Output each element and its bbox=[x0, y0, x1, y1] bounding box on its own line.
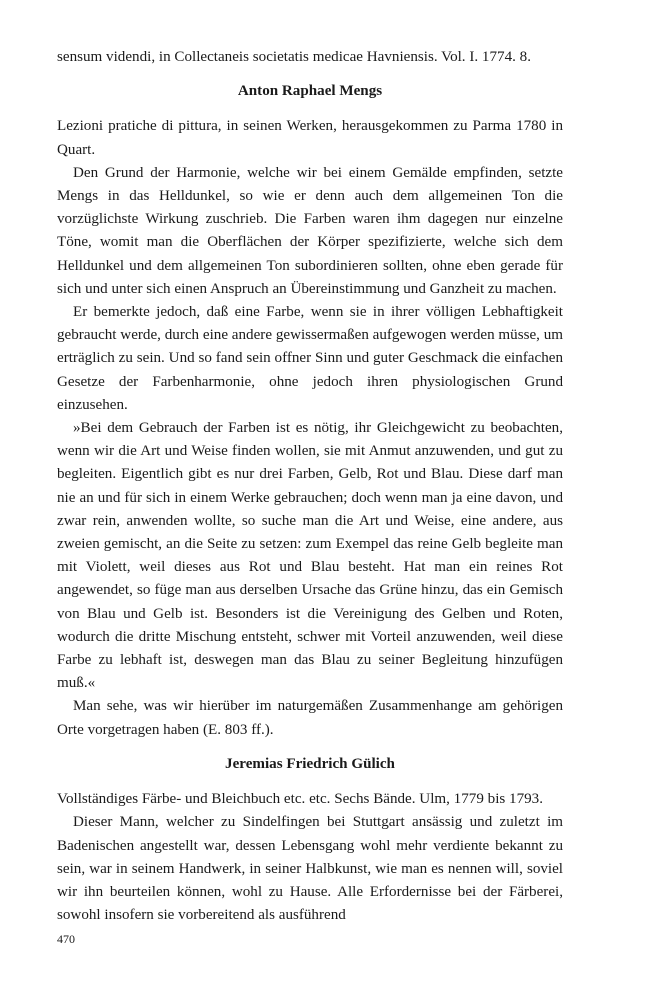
guelich-paragraph-1: Vollständiges Färbe- und Bleichbuch etc. etc. Sechs Bände. Ulm, 1779 bis 1793. bbox=[57, 791, 543, 808]
mengs-quote-paragraph: »Bei dem Gebrauch der Farben ist es nötig, ihr Gleichgewicht zu beobachten, wenn wir die Art und Weise finden wollen, sie mit Anmut anzuwenden, und gut zu begleiten. Eigentlich gibt es nur drei Farben, Gelb, Rot und Blau. Diese darf man nie an und für sich in einem Werke gebrauchen; doch wenn man ja eine davon, und zwar rein, anwenden wollte, so suche man die Art und Weise, eine andere, aus zweien gemischt, an die Seite zu setzen: zum Exempel das reine Gelb begleite man mit Violett, weil dieses aus Rot und Blau besteht. Hat man ein reines Rot angewendet, so füge man aus derselben Ursache das Grüne hinzu, das ein Gemisch von Blau und Gelb ist. Besonders ist die Vereinigung des Gelben und Roten, wodurch die dritte Mischung entsteht, schwer mit Vorteil anzuwenden, weil diese Farbe zu lebhaft ist, deswegen man das Blau zu seiner Begleitung hinzufügen muß.« bbox=[57, 420, 563, 692]
mengs-paragraph-2: Den Grund der Harmonie, welche wir bei einem Gemälde empfinden, setzte Mengs in das Helldunkel, so wie er denn auch dem allgemeinen Ton die vorzüglichste Wirkung zuschrieb. Die Farben waren ihm dagegen nur einzelne Töne, womit man die Oberflächen der Körper spezifizierte, welche sich dem Helldunkel und dem allgemeinen Ton subordinieren sollten, ohne eben gerade für sich und unter sich einen Anspruch an Übereinstimmung und Ganzheit zu machen. bbox=[57, 164, 563, 297]
mengs-paragraph-5: Man sehe, was wir hierüber im naturgemäßen Zusammenhange am gehörigen Orte vorgetragen haben (E. 803 ff.). bbox=[57, 698, 563, 738]
section-heading-guelich: Jeremias Friedrich Gülich bbox=[225, 755, 395, 772]
mengs-paragraph-1: Lezioni pratiche di pittura, in seinen Werken, herausgekommen zu Parma 1780 in Quart. bbox=[57, 118, 563, 158]
book-page bbox=[57, 46, 563, 927]
page-number: 470 bbox=[57, 932, 75, 946]
intro-paragraph: sensum videndi, in Collectaneis societatis medicae Havniensis. Vol. I. 1774. 8. bbox=[57, 49, 531, 65]
section-heading-mengs: Anton Raphael Mengs bbox=[237, 83, 383, 100]
guelich-paragraph-2: Dieser Mann, welcher zu Sindelfingen bei Stuttgart ansässig und zuletzt im Badenischen angestellt war, dessen Lebensgang wohl mehr verdiente bekannt zu sein, war in seinem Handwerk, in seiner Halbkunst, wie man es nennen will, soviel wir ihn beurteilen können, wohl zu Hause. Alle Erfordernisse bei der Färberei, sowohl insofern sie vorbereitend als ausführend bbox=[57, 814, 563, 924]
mengs-paragraph-3: Er bemerkte jedoch, daß eine Farbe, wenn sie in ihrer völligen Lebhaftigkeit gebraucht werde, durch eine andere gewissermaßen aufgewogen werden müsse, um erträglich zu sein. Und so fand sein offner Sinn und guter Geschmack die einfachen Gesetze der Farbenharmonie, ohne jedoch ihren physiologischen Grund einzusehen. bbox=[57, 304, 563, 413]
